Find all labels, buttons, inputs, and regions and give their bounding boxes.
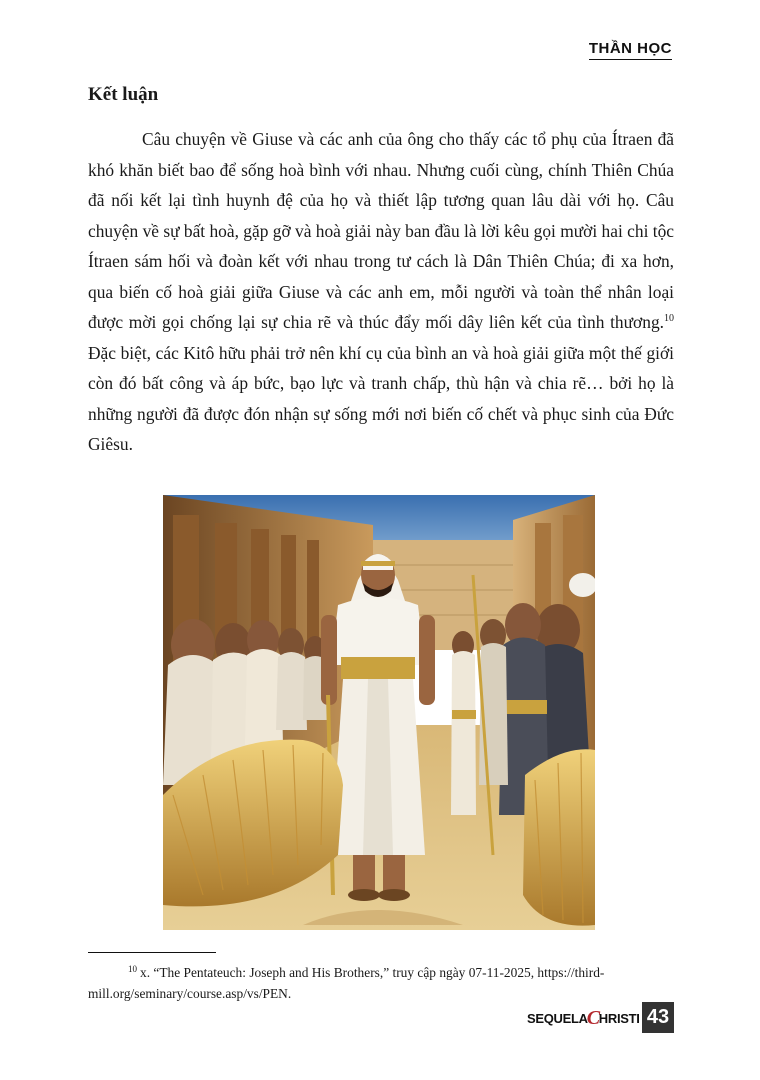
brand-left: SEQUELA [527,1010,588,1026]
paragraph-main: Câu chuyện về Giuse và các anh của ông cho thấy các tổ phụ của Ítraen đã khó khăn biết bao để sống hoà bình với nhau. Nhưng cuối cùng, chính Thiên Chúa đã nối kết lại tình huynh đệ của họ và thiết lập tương quan lâu dài với họ. Câu chuyện về sự bất hoà, gặp gỡ và hoà giải này ban đầu là lời kêu gọi mười hai chi tộc Ítraen sám hối và đoàn kết với nhau trong tư cách là Dân Thiên Chúa; đi xa hơn, qua biến cố hoà giải giữa Giuse và các anh em, mỗi người và toàn thể nhân loại được mời gọi chống lại sự chia rẽ và thúc đẩy mối dây liên kết của tình thương. [88,129,674,332]
body-paragraph [88,124,674,460]
section-tag: THẦN HỌC [589,40,672,60]
footnote-reference[interactable]: 10 [664,313,674,325]
illustration-joseph-brothers [163,495,595,930]
footnote-number: 10 [128,963,137,974]
footnote [88,962,674,1004]
illustration-svg [163,495,595,930]
footnote-divider [88,952,216,953]
brand-mark: C [586,1006,600,1029]
paragraph-tail: Đặc biệt, các Kitô hữu phải trở nên khí cụ của bình an và hoà giải giữa một thế giới còn đó bất công và áp bức, bạo lực và tranh chấp, thù hận và chia rẽ… bởi họ là những người đã được đón nhận sự sống mới nơi biến cố chết và phục sinh của Đức Giêsu. [88,342,674,454]
publication-logo [527,1003,640,1033]
brand-right: HRISTI [598,1010,640,1026]
section-heading: Kết luận [88,84,159,105]
page-number: 43 [642,1002,674,1033]
footnote-text[interactable]: x. “The Pentateuch: Joseph and His Brothers,” truy cập ngày 07-11-2025, https://third-mill.org/seminary/course.asp/vs/PEN. [88,965,605,1001]
